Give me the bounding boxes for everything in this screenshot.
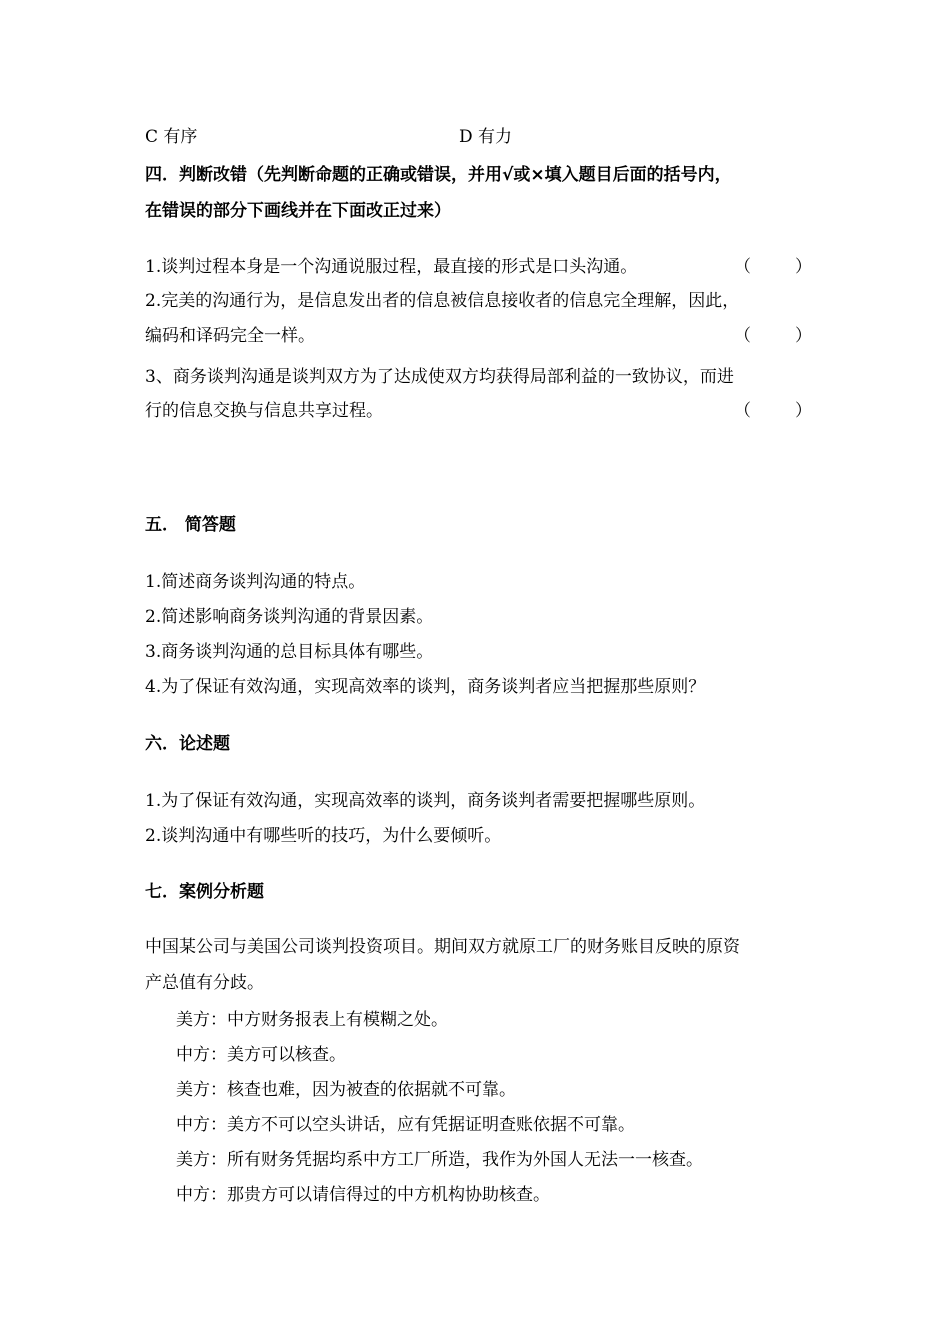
dialogue-line-4: 中方：美方不可以空头讲话，应有凭据证明查账依据不可靠。 [176, 1115, 635, 1135]
case-intro-line1: 中国某公司与美国公司谈判投资项目。期间双方就原工厂的财务账目反映的原资 [145, 937, 740, 957]
essay-item-2: 2.谈判沟通中有哪些听的技巧，为什么要倾听。 [145, 826, 502, 846]
short-answer-item-1: 1.简述商务谈判沟通的特点。 [145, 572, 366, 592]
section6-heading: 六．论述题 [145, 734, 230, 754]
answer-bracket-3: （ ） [734, 401, 812, 421]
option-c: C 有序 [145, 127, 198, 147]
dialogue-line-2: 中方：美方可以核查。 [176, 1045, 346, 1065]
case-intro-line2: 产总值有分歧。 [145, 973, 264, 993]
section4-heading-line2: 在错误的部分下画线并在下面改正过来） [145, 201, 451, 221]
section4-heading-line1: 四．判断改错（先判断命题的正确或错误，并用√或×填入题目后面的括号内， [145, 165, 732, 185]
short-answer-item-3: 3.商务谈判沟通的总目标具体有哪些。 [145, 642, 434, 662]
short-answer-item-2: 2.简述影响商务谈判沟通的背景因素。 [145, 607, 434, 627]
dialogue-line-6: 中方：那贵方可以请信得过的中方机构协助核查。 [176, 1185, 550, 1205]
section7-heading: 七．案例分析题 [145, 882, 264, 902]
section5-heading: 五． 简答题 [145, 515, 236, 535]
answer-bracket-2: （ ） [734, 326, 812, 346]
dialogue-line-5: 美方：所有财务凭据均系中方工厂所造，我作为外国人无法一一核查。 [176, 1150, 703, 1170]
short-answer-item-4: 4.为了保证有效沟通，实现高效率的谈判，商务谈判者应当把握那些原则？ [145, 677, 706, 697]
answer-bracket-1: （ ） [734, 257, 812, 277]
judge-item-2-line1: 2.完美的沟通行为，是信息发出者的信息被信息接收者的信息完全理解，因此， [145, 291, 740, 311]
dialogue-line-3: 美方：核查也难，因为被查的依据就不可靠。 [176, 1080, 516, 1100]
judge-item-2-line2: 编码和译码完全一样。 [145, 326, 315, 346]
judge-item-1-line1: 1.谈判过程本身是一个沟通说服过程，最直接的形式是口头沟通。 [145, 257, 638, 277]
dialogue-line-1: 美方：中方财务报表上有模糊之处。 [176, 1010, 448, 1030]
essay-item-1: 1.为了保证有效沟通，实现高效率的谈判，商务谈判者需要把握哪些原则。 [145, 791, 706, 811]
option-d: D 有力 [459, 127, 513, 147]
judge-item-3-line1: 3、商务谈判沟通是谈判双方为了达成使双方均获得局部利益的一致协议，而进 [145, 367, 734, 387]
judge-item-3-line2: 行的信息交换与信息共享过程。 [145, 401, 383, 421]
